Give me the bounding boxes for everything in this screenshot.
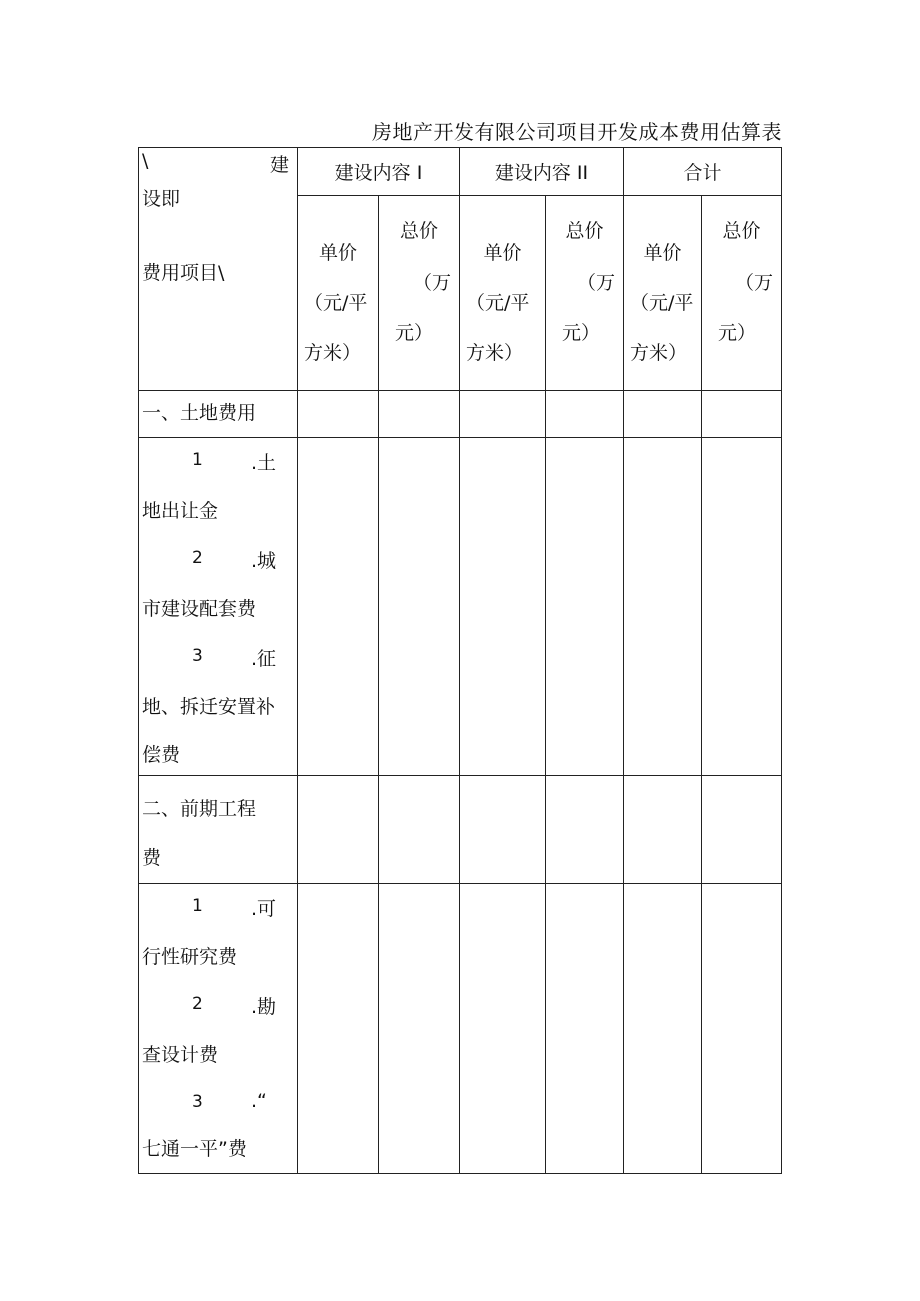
item-number: 2 <box>192 548 203 568</box>
unit-price-header-2 <box>460 196 546 391</box>
item-number: 1 <box>192 450 203 470</box>
table-row-land-cost <box>139 391 782 438</box>
list-item <box>139 884 297 982</box>
corner-jian: 建 <box>269 154 289 176</box>
table-row-preliminary-items <box>139 884 782 1174</box>
unit-price-unit-b: 方米） <box>466 342 524 365</box>
row-label-preliminary-cost <box>139 776 298 884</box>
unit-price-unit-a: （元/平 <box>630 292 694 315</box>
table-cell <box>546 884 624 1174</box>
list-item <box>139 1080 297 1166</box>
table-cell <box>460 884 546 1174</box>
table-cell <box>298 776 379 884</box>
item-text-rest: 地、拆迁安置补 <box>142 696 276 718</box>
unit-price-unit-b: 方米） <box>304 342 362 365</box>
total-price-unit-b: 元） <box>562 322 601 345</box>
item-text-start: .征 <box>251 648 277 670</box>
document-title: 房地产开发有限公司项目开发成本费用估算表 <box>372 120 782 144</box>
table-cell <box>702 884 782 1174</box>
table-cell <box>546 438 624 776</box>
item-text-start: .土 <box>251 452 277 474</box>
table-cell <box>298 884 379 1174</box>
table-cell <box>702 438 782 776</box>
table-cell <box>624 776 702 884</box>
total-price-unit-b: 元） <box>718 322 757 345</box>
table-cell <box>546 776 624 884</box>
total-price-header-2 <box>546 196 624 391</box>
total-price-header-1 <box>379 196 460 391</box>
group-header-1: 建设内容 I <box>298 148 460 196</box>
preliminary-items-cell <box>139 884 298 1174</box>
item-number: 3 <box>192 1092 203 1112</box>
list-item <box>139 536 297 634</box>
item-number: 2 <box>192 994 203 1014</box>
list-item <box>139 634 297 774</box>
total-price-label: 总价 <box>399 220 438 243</box>
unit-price-unit-b: 方米） <box>630 342 688 365</box>
header-row-groups <box>139 148 782 196</box>
list-item <box>139 982 297 1080</box>
corner-backslash: \ <box>142 150 149 172</box>
item-text-extra: 偿费 <box>142 744 181 766</box>
unit-price-label: 单价 <box>483 242 522 265</box>
item-text-start: .可 <box>251 898 277 920</box>
total-price-unit-a: （万 <box>412 272 451 295</box>
table-cell <box>379 391 460 438</box>
unit-price-header-1 <box>298 196 379 391</box>
table-cell <box>379 438 460 776</box>
group-header-total: 合计 <box>624 148 782 196</box>
item-text-rest: 七通一平”费 <box>142 1138 247 1160</box>
group-header-2: 建设内容 II <box>460 148 624 196</box>
table-cell <box>624 391 702 438</box>
total-price-unit-a: （万 <box>735 272 774 295</box>
list-item <box>139 438 297 536</box>
table-cell <box>460 776 546 884</box>
unit-price-unit-a: （元/平 <box>304 292 368 315</box>
table-cell <box>298 391 379 438</box>
row-label-line-2: 费 <box>142 847 162 869</box>
table-cell <box>379 884 460 1174</box>
table-row-land-items <box>139 438 782 776</box>
corner-feiyong: 费用项目\ <box>142 262 225 284</box>
item-text-rest: 查设计费 <box>142 1044 219 1066</box>
table-cell <box>624 884 702 1174</box>
total-price-unit-b: 元） <box>395 322 434 345</box>
total-price-unit-a: （万 <box>576 272 615 295</box>
item-text-start: .勘 <box>251 996 277 1018</box>
unit-price-label: 单价 <box>318 242 357 265</box>
corner-header-cell <box>139 148 298 391</box>
table-cell <box>460 438 546 776</box>
item-text-rest: 地出让金 <box>142 500 219 522</box>
table-cell <box>702 776 782 884</box>
total-price-label: 总价 <box>565 220 604 243</box>
item-text-rest: 行性研究费 <box>142 946 238 968</box>
table-cell <box>379 776 460 884</box>
corner-sheji: 设即 <box>142 188 181 210</box>
table-cell <box>546 391 624 438</box>
total-price-label: 总价 <box>722 220 761 243</box>
table-cell <box>298 438 379 776</box>
table-cell <box>460 391 546 438</box>
row-label-line-1: 二、前期工程 <box>142 798 257 820</box>
table-row-preliminary-cost <box>139 776 782 884</box>
item-text-start: .城 <box>251 550 277 572</box>
unit-price-unit-a: （元/平 <box>466 292 530 315</box>
table-cell <box>702 391 782 438</box>
land-items-cell <box>139 438 298 776</box>
table-cell <box>624 438 702 776</box>
cost-estimate-table <box>138 147 782 1174</box>
row-label-land-cost: 一、土地费用 <box>139 391 298 438</box>
item-text-start: .“ <box>251 1090 267 1112</box>
item-text-rest: 市建设配套费 <box>142 598 257 620</box>
total-price-header-total <box>702 196 782 391</box>
unit-price-header-total <box>624 196 702 391</box>
item-number: 3 <box>192 646 203 666</box>
item-number: 1 <box>192 896 203 916</box>
unit-price-label: 单价 <box>643 242 682 265</box>
